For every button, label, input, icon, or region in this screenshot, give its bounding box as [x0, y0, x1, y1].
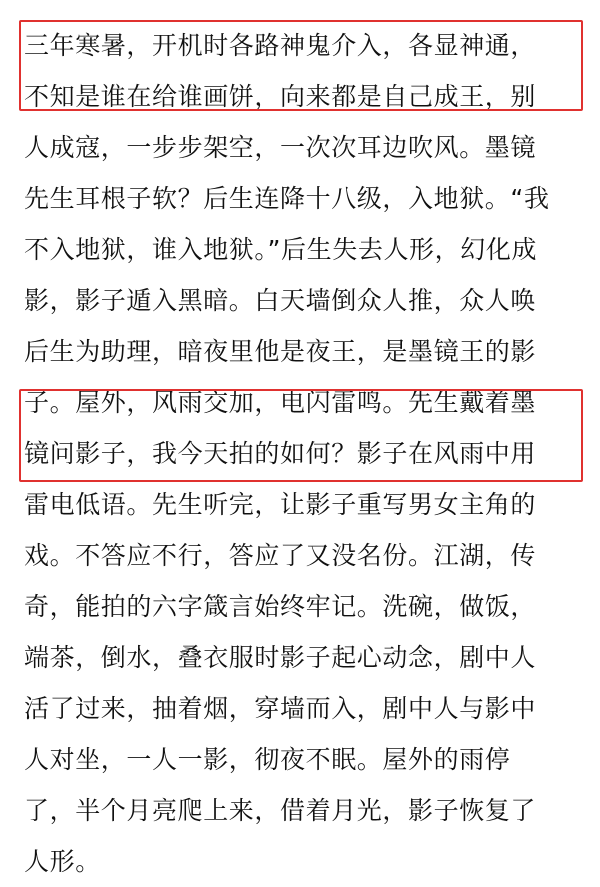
- text-line-9: 镜问影子，我今天拍的如何？影子在风雨中用: [24, 439, 537, 468]
- text-line-15: 人对坐，一人一影，彻夜不眠。屋外的雨停: [24, 745, 511, 774]
- text-line-12: 奇，能拍的六字箴言始终牢记。洗碗，做饭，: [24, 592, 537, 621]
- text-line-5: 不入地狱，谁入地狱。”后生失去人形，幻化成: [24, 235, 538, 264]
- text-line-8: 子。屋外，风雨交加，电闪雷鸣。先生戴着墨: [24, 388, 537, 417]
- text-line-6: 影，影子遁入黑暗。白天墙倒众人推，众人唤: [24, 286, 537, 315]
- text-line-16: 了，半个月亮爬上来，借着月光，影子恢复了: [24, 796, 537, 825]
- text-line-13: 端茶，倒水，叠衣服时影子起心动念，剧中人: [24, 643, 537, 672]
- text-line-17: 人形。: [24, 847, 101, 876]
- text-line-11: 戏。不答应不行，答应了又没名份。江湖，传: [24, 541, 537, 570]
- text-line-2: 不知是谁在给谁画饼，向来都是自己成王，别: [24, 82, 537, 111]
- text-line-3: 人成寇，一步步架空，一次次耳边吹风。墨镜: [24, 133, 537, 162]
- text-line-4: 先生耳根子软？后生连降十八级，入地狱。“我: [24, 184, 550, 213]
- text-line-1: 三年寒暑，开机时各路神鬼介入，各显神通，: [24, 31, 537, 60]
- text-line-14: 活了过来，抽着烟，穿墙而入，剧中人与影中: [24, 694, 537, 723]
- article-text: [24, 20, 580, 887]
- text-line-7: 后生为助理，暗夜里他是夜王，是墨镜王的影: [24, 337, 537, 366]
- text-line-10: 雷电低语。先生听完，让影子重写男女主角的: [24, 490, 537, 519]
